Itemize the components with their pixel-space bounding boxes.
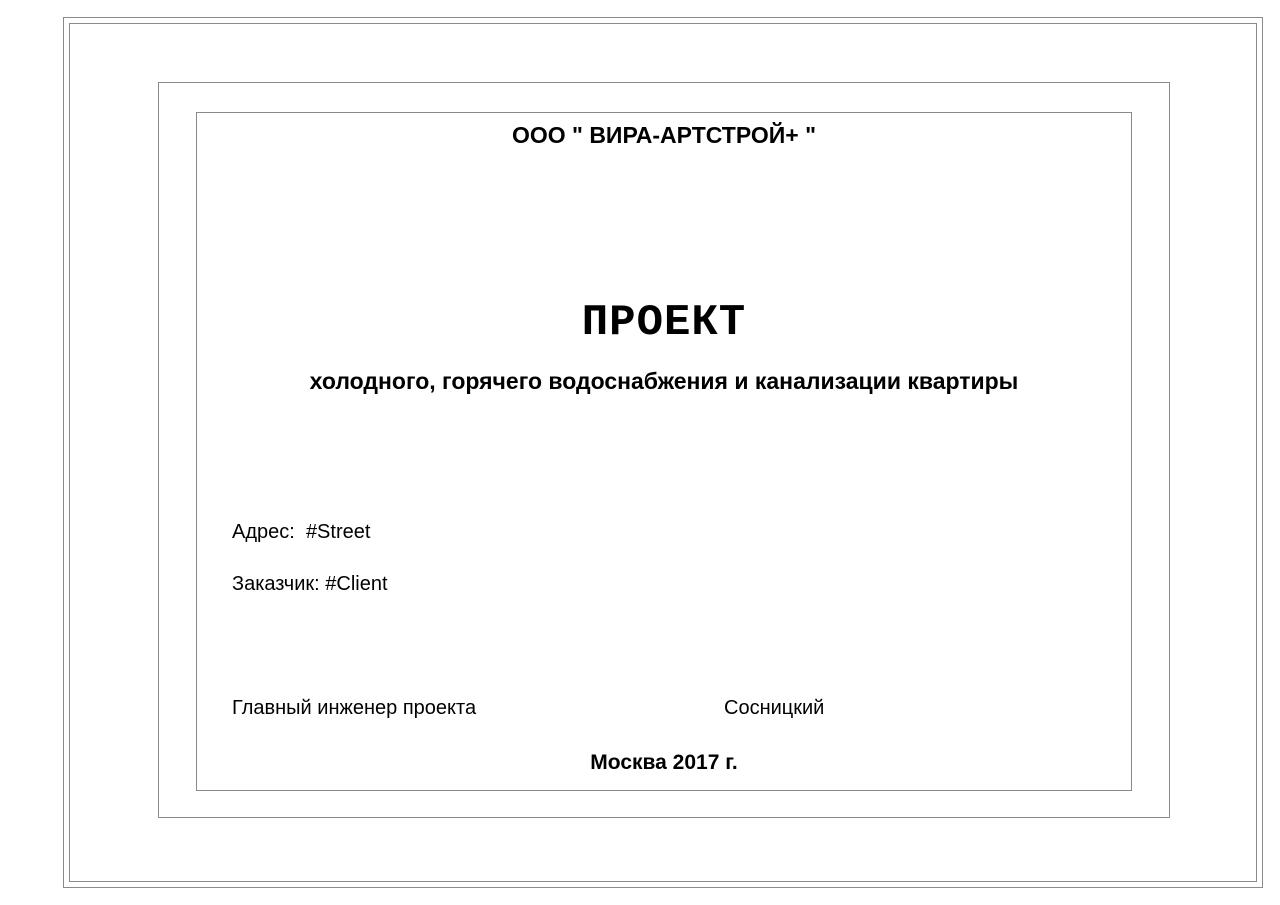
client-line xyxy=(232,573,388,596)
address-label: Адрес: xyxy=(232,521,295,543)
client-value: #Client xyxy=(325,573,388,595)
client-label: Заказчик: xyxy=(232,573,320,595)
city-year-footer: Москва 2017 г. xyxy=(590,751,738,774)
company-name: ООО " ВИРА-АРТСТРОЙ+ " xyxy=(511,122,817,148)
chief-engineer-role: Главный инженер проекта xyxy=(232,697,477,719)
title-block-border xyxy=(196,112,1132,791)
address-value: #Street xyxy=(305,521,371,543)
address-line xyxy=(232,521,370,544)
chief-engineer-name: Сосницкий xyxy=(724,697,825,719)
document-title: ПРОЕКТ xyxy=(581,298,747,348)
document-subtitle: холодного, горячего водоснабжения и канализации квартиры xyxy=(309,368,1019,394)
